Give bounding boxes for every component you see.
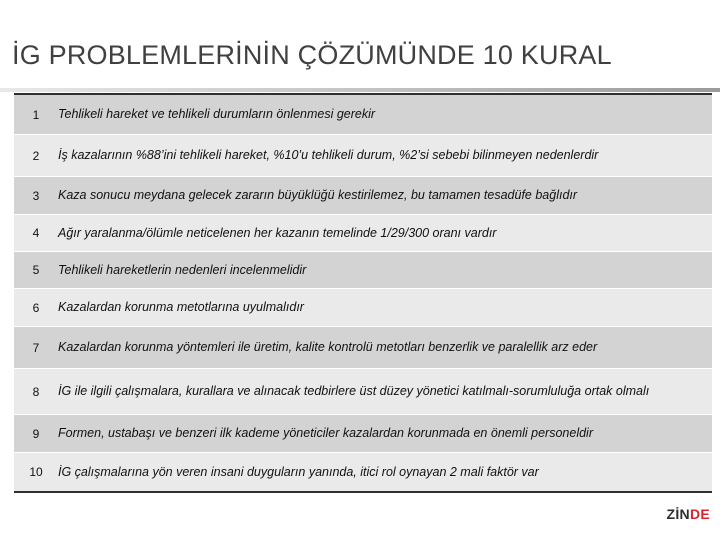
table-row <box>14 327 712 369</box>
rule-number: 2 <box>32 148 40 163</box>
table-row <box>14 252 712 289</box>
table-row <box>14 215 712 252</box>
logo-part-1: ZİN <box>666 506 690 522</box>
table-row <box>14 453 712 493</box>
rule-number: 7 <box>32 340 40 355</box>
logo-part-2: DE <box>689 506 710 522</box>
page-title: İG PROBLEMLERİNİN ÇÖZÜMÜNDE 10 KURAL <box>12 40 612 70</box>
table-row <box>14 95 712 135</box>
rule-text: Kazalardan korunma yöntemleri ile üretim, kalite kontrolü metotları benzerlik ve paralellik arz eder <box>58 340 598 354</box>
title-divider <box>0 88 720 92</box>
rules-table <box>14 93 712 493</box>
rule-text: Tehlikeli hareket ve tehlikeli durumların önlenmesi gerekir <box>58 107 376 121</box>
rule-number: 8 <box>32 384 40 399</box>
rule-text: İG çalışmalarına yön veren insani duyguların yanında, itici rol oynayan 2 mali faktör var <box>58 464 539 479</box>
table-row <box>14 177 712 215</box>
table-row <box>14 369 712 415</box>
rule-number: 4 <box>32 226 40 240</box>
brand-logo <box>666 506 710 522</box>
rule-number: 1 <box>32 107 40 122</box>
rule-text: Ağır yaralanma/ölümle neticelenen her kazanın temelinde 1/29/300 oranı vardır <box>58 225 497 240</box>
rule-text: Tehlikeli hareketlerin nedenleri incelenmelidir <box>58 262 307 277</box>
rule-text: Kazalardan korunma metotlarına uyulmalıdır <box>58 300 304 314</box>
rule-number: 6 <box>32 300 40 315</box>
rule-text: İş kazalarının %88’ini tehlikeli hareket, %10’u tehlikeli durum, %2’si sebebi bilinmeyen nedenlerdir <box>58 148 599 162</box>
rule-number: 5 <box>32 263 40 277</box>
rule-text: Formen, ustabaşı ve benzeri ilk kademe yöneticiler kazalardan korunmada en önemli personeldir <box>58 426 593 440</box>
rule-number: 10 <box>29 465 43 479</box>
rule-number: 9 <box>32 426 40 441</box>
rule-text: İG ile ilgili çalışmalara, kurallara ve alınacak tedbirlere üst düzey yönetici katılmalı-sorumluluğa ortak olmalı <box>58 384 650 398</box>
table-row <box>14 289 712 327</box>
table-row <box>14 415 712 453</box>
rule-text: Kaza sonucu meydana gelecek zararın büyüklüğü kestirilemez, bu tamamen tesadüfe bağlıdır <box>58 188 578 202</box>
table-row <box>14 135 712 177</box>
rule-number: 3 <box>32 188 40 203</box>
